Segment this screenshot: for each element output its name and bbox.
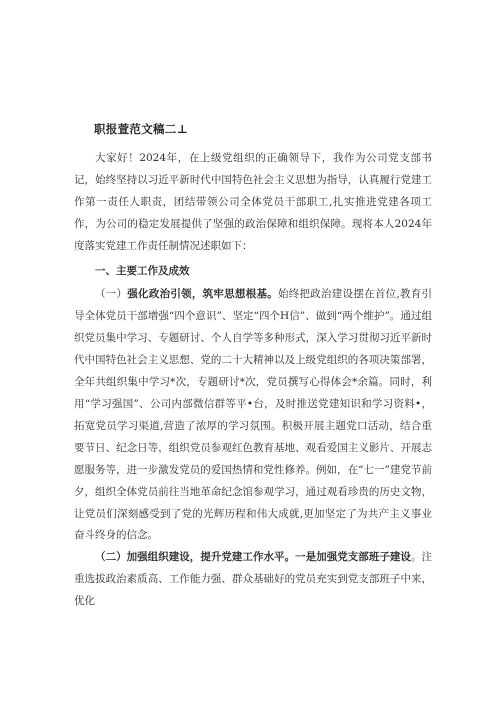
item2-paragraph: [74, 547, 432, 613]
section-heading: 一、主要工作及成效: [95, 264, 190, 277]
document-title: [94, 121, 188, 137]
item1-text: 始终把政治建设摆在首位,教育引导全体党员干部增强“四个意识”、坚定“四个H信”、做到“两个维护”。通过组织党员集中学习、专题研讨、个人自学等多种形式，深入学习贯彻习近平新时代中国特色社会主义思想、党的二十大精神以及上级党组织的各项决策部署，全年共组织集中学习*次，专题研讨*次，党员撰写心得体会*余篇。同时，利用“学习强国”、公司内部微信群等平•台，及时推送党建知识和学习资料•，拓宽党员学习渠道,营造了浓厚的学习氛围。积极开展主题党口活动，结合重要节日、纪念日等，组织党员参观红色教育基地、观看爱国主义影片、开展志愿服务等，进一步激发党员的爱国热情和党性修养。例如，在“七一”建党节前夕，组织全体党员前往当地革命纪念馆参观学习，通过观看珍贵的历史文物，让党员们深刻感受到了党的光辉历程和伟大成就,更加坚定了为共产主义事业奋斗终身的信念。: [74, 288, 433, 542]
title-glyph: ⊥: [176, 122, 188, 136]
item1-paragraph: [74, 284, 432, 547]
document-body: [74, 148, 432, 613]
item2-text: 。注重选拔政治素质高、工作能力强、群众基础好的党员充实到党支部班子中来，优化: [74, 551, 433, 608]
title-text: 职报萱范文稿二: [94, 122, 177, 136]
intro-paragraph: 大家好！2024年，在上级党组织的正确领导下，我作为公司党支部书记，始终坚持以习近平新时代中国特色社会主义思想为指导，认真履行党建工作第一责任人职责，团结带领公司全体党员干部职工,扎实推进党建各项工作，为公司的稳定发展提供了坚强的政治保障和组织保障。现将本人2024年度落实党建工作责任制情况述职如下：: [74, 152, 432, 252]
item1-lead: 强化政治引领，筑牢思想根基。: [127, 288, 278, 301]
item1-prefix: （一）: [95, 288, 128, 301]
item2-lead: （二）加强组织建设，提升党建工作水平。一是加强党支部班子建设: [95, 551, 411, 564]
